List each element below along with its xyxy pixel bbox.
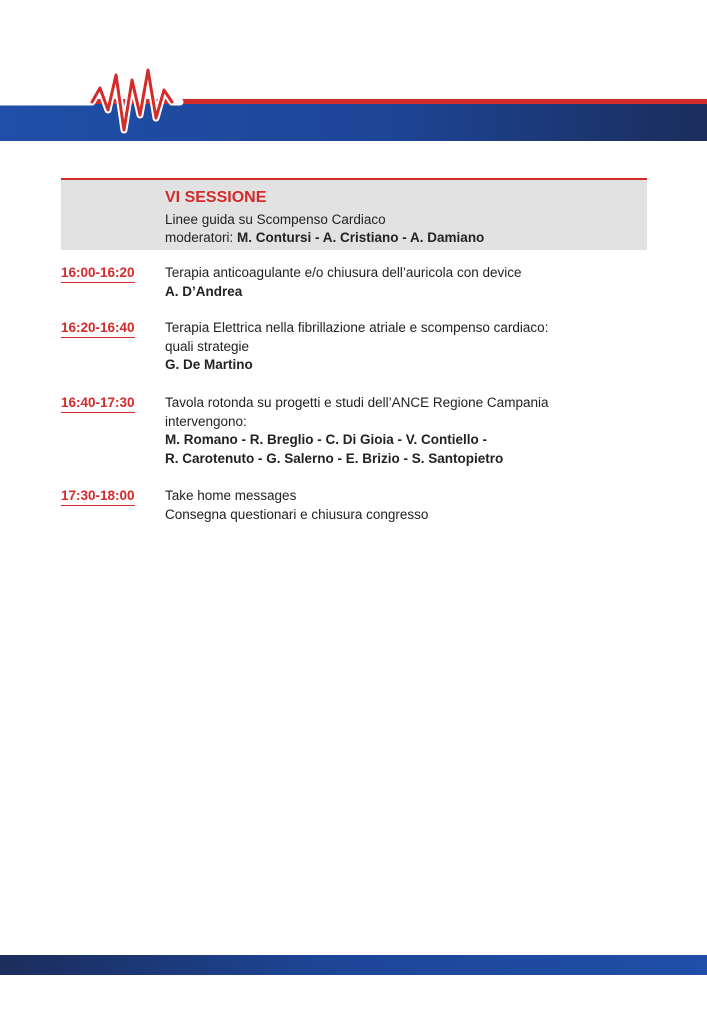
- program-line: quali strategie: [165, 338, 250, 354]
- program-description: [165, 264, 665, 301]
- program-line: Tavola rotonda su progetti e studi dell’ANCE Regione Campania: [165, 395, 549, 410]
- program-description: [165, 394, 665, 468]
- session-moderators: [165, 230, 484, 245]
- program-line: Terapia Elettrica nella fibrillazione atriale e scompenso cardiaco:: [165, 320, 549, 335]
- program-line: Consegna questionari e chiusura congresso: [165, 506, 429, 522]
- moderators-label: moderatori:: [165, 230, 234, 245]
- session-subtitle: Linee guida su Scompenso Cardiaco: [165, 212, 386, 227]
- program-speaker: A. D’Andrea: [165, 283, 243, 299]
- session-title: VI SESSIONE: [165, 189, 267, 206]
- program-time: 16:20-16:40: [61, 319, 135, 338]
- footer-band: [0, 955, 707, 975]
- program-speaker: G. De Martino: [165, 357, 253, 372]
- program-time: 16:00-16:20: [61, 264, 135, 283]
- heartbeat-icon: [0, 60, 707, 140]
- program-description: [165, 319, 665, 375]
- program-line: intervengono:: [165, 413, 247, 429]
- program-line: Take home messages: [165, 488, 297, 503]
- program-line: Terapia anticoagulante e/o chiusura dell’auricola con device: [165, 265, 522, 280]
- session-header: [61, 178, 647, 250]
- program-speaker: M. Romano - R. Breglio - C. Di Gioia - V. Contiello -: [165, 432, 488, 447]
- program-time: 17:30-18:00: [61, 487, 135, 506]
- program-speaker: R. Carotenuto - G. Salerno - E. Brizio - S. Santopietro: [165, 450, 504, 466]
- program-time: 16:40-17:30: [61, 394, 135, 413]
- moderators-names: M. Contursi - A. Cristiano - A. Damiano: [237, 230, 485, 245]
- program-description: [165, 487, 665, 524]
